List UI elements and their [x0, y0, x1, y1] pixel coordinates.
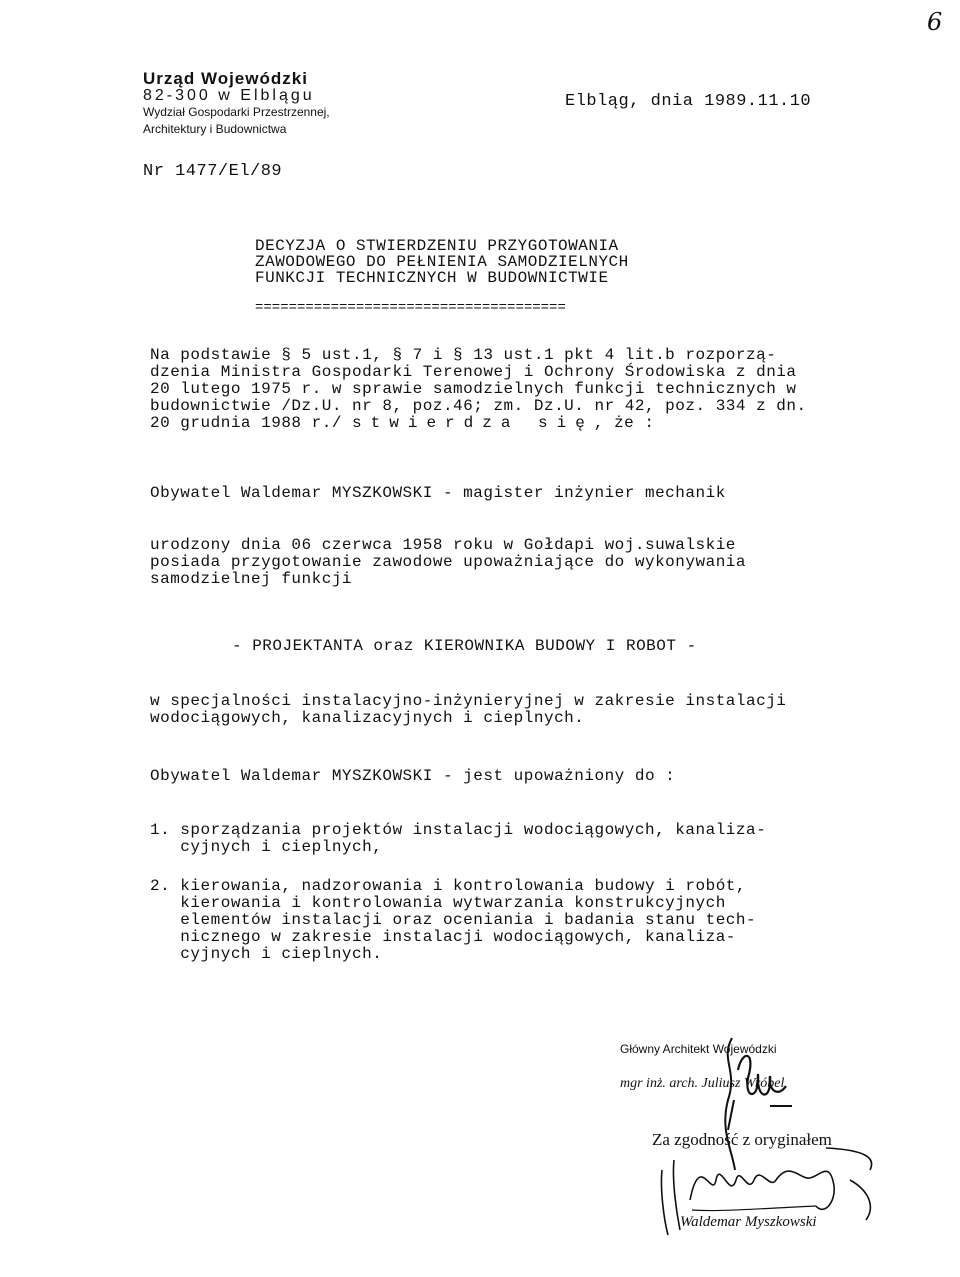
birth-line-3: samodzielnej funkcji [150, 570, 353, 588]
office-department: Wydział Gospodarki Przestrzennej, [143, 105, 330, 119]
basis-line-4: budownictwie /Dz.U. nr 8, poz.46; zm. Dz.U. nr 42, poz. 334 z dn. [150, 397, 807, 415]
specialty-line-2: wodociągowych, kanalizacyjnych i cieplnych. [150, 709, 585, 727]
list-item [150, 878, 756, 963]
birth-line-2: posiada przygotowanie zawodowe upoważniające do wykonywania [150, 553, 746, 571]
title-line-3: FUNKCJI TECHNICZNYCH W BUDOWNICTWIE [255, 269, 609, 287]
item-2-line-3: elementów instalacji oraz oceniania i badania stanu tech- [150, 911, 757, 929]
basis-line-1: Na podstawie § 5 ust.1, § 7 i § 13 ust.1 pkt 4 lit.b rozporzą- [150, 346, 777, 364]
stwierdza-sie: stwierdza się [352, 414, 594, 432]
stamp-name: mgr inż. arch. Juliusz Wróbel [620, 1076, 785, 1091]
office-department-2: Architektury i Budownictwa [143, 122, 287, 136]
item-1-line-2: cyjnych i cieplnych, [150, 838, 383, 856]
issuing-office-header [143, 70, 330, 138]
title-underline: ===================================== [255, 300, 566, 316]
item-2-line-2: kierowania i kontrolowania wytwarzania konstrukcyjnych [150, 894, 726, 912]
title-line-1: DECYZJA O STWIERDZENIU PRZYGOTOWANIA [255, 237, 619, 255]
authorized-line: Obywatel Waldemar MYSZKOWSKI - jest upoważniony do : [150, 767, 676, 785]
office-address: 82-300 w Elblągu [143, 87, 315, 104]
basis-line-5 [150, 415, 807, 432]
signature-stamp-block [620, 1030, 880, 1240]
item-2-line-1: 2. kierowania, nadzorowania i kontrolowania budowy i robót, [150, 877, 746, 895]
item-2-line-5: cyjnych i cieplnych. [150, 945, 383, 963]
page-number: 6 [927, 8, 943, 36]
item-1-line-1: 1. sporządzania projektów instalacji wodociągowych, kanaliza- [150, 821, 767, 839]
office-name: Urząd Wojewódzki [143, 69, 308, 88]
stamp-title: Główny Architekt Wojewódzki [620, 1042, 777, 1056]
person-line: Obywatel Waldemar MYSZKOWSKI - magister inżynier mechanik [150, 484, 726, 502]
title-line-2: ZAWODOWEGO DO PEŁNIENIA SAMODZIELNYCH [255, 253, 629, 271]
document-date: Elbląg, dnia 1989.11.10 [565, 92, 812, 111]
specialty-paragraph [150, 693, 786, 727]
legal-basis-paragraph [150, 347, 807, 432]
basis-end: , że : [593, 414, 655, 432]
list-item [150, 822, 766, 856]
birth-line-1: urodzony dnia 06 czerwca 1958 roku w Gołdapi woj.suwalskie [150, 536, 736, 554]
basis-date: 20 grudnia 1988 r./ [150, 414, 353, 432]
function-line: - PROJEKTANTA oraz KIEROWNIKA BUDOWY I ROBOT - [232, 637, 697, 655]
signer-name: Waldemar Myszkowski [680, 1214, 817, 1230]
handwritten-signature [620, 1030, 880, 1240]
basis-line-2: dzenia Ministra Gospodarki Terenowej i Ochrony Środowiska z dnia [150, 363, 797, 381]
specialty-line-1: w specjalności instalacyjno-inżynieryjnej w zakresie instalacji [150, 692, 787, 710]
certified-copy-stamp: Za zgodność z oryginałem [652, 1130, 832, 1149]
document-number: Nr 1477/El/89 [143, 162, 283, 181]
basis-line-3: 20 lutego 1975 r. w sprawie samodzielnych funkcji technicznych w [150, 380, 797, 398]
item-2-line-4: nicznego w zakresie instalacji wodociągowych, kanaliza- [150, 928, 736, 946]
decision-title [255, 238, 629, 286]
birth-paragraph [150, 537, 746, 588]
